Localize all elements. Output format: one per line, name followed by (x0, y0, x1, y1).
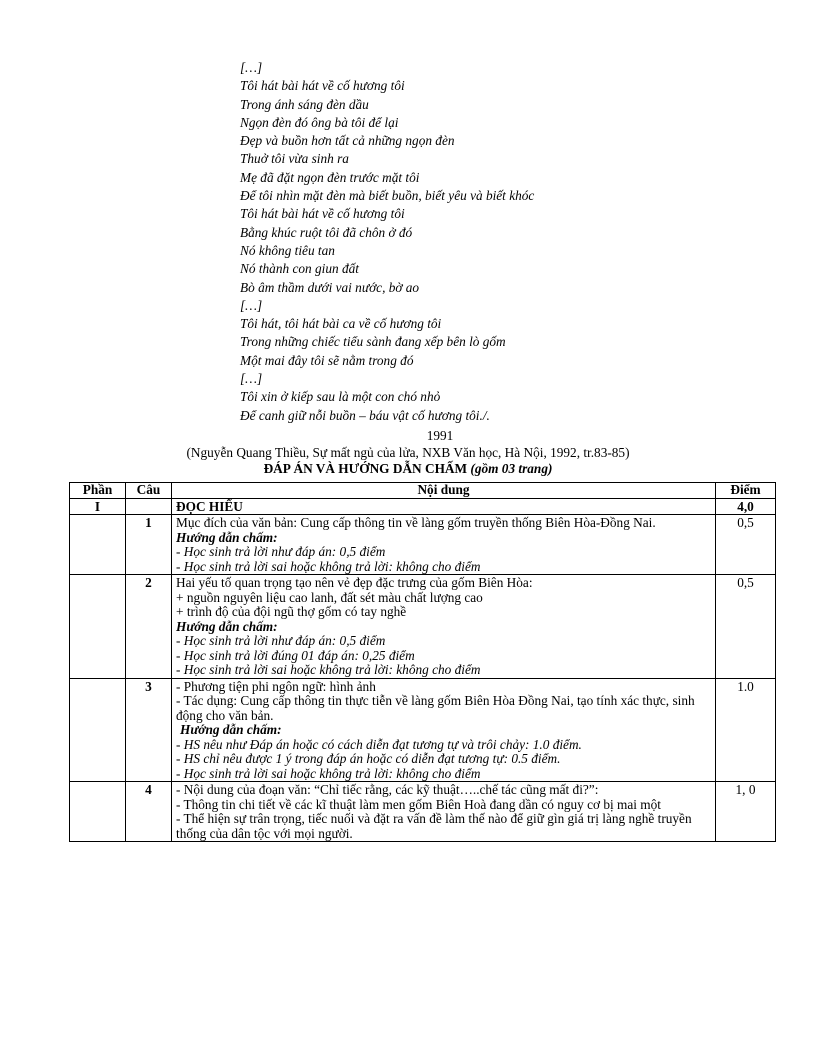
answer-key-table (69, 482, 776, 842)
answer-content (172, 678, 716, 782)
guide-line: - Học sinh trả lời như đáp án: 0,5 điểm (176, 633, 386, 648)
guide-line: - Học sinh trả lời sai hoặc không trả lời: không cho điểm (176, 765, 481, 781)
poem-line: Một mai đây tôi sẽ nằm trong đó (240, 352, 414, 368)
score-cell: 0,5 (716, 515, 776, 575)
table-row (70, 515, 776, 575)
answer-content (172, 782, 716, 842)
poem-line: Nó thành con giun đất (240, 261, 359, 277)
answer-content (172, 575, 716, 679)
poem-line: Đẹp và buồn hơn tất cả những ngọn đèn (240, 133, 455, 149)
section-score: 4,0 (716, 498, 776, 515)
answer-content (172, 515, 716, 575)
score-cell: 1, 0 (716, 782, 776, 842)
part-cell (70, 575, 126, 679)
poem-line: Tôi hát bài hát về cố hương tôi (240, 206, 405, 222)
poem-line: […] (240, 297, 263, 313)
poem-line: Tôi hát bài hát về cố hương tôi (240, 78, 405, 94)
section-title: ĐỌC HIỂU (172, 498, 716, 515)
poem-line: Thuở tôi vừa sinh ra (240, 151, 349, 167)
answer-line: - Thể hiện sự trân trọng, tiếc nuối và đặt ra vấn đề làm thế nào để giữ gìn giá trị làng nghề truyền thống của dân tộc với mọi người. (176, 811, 692, 841)
poem-line: Tôi hát, tôi hát bài ca về cố hương tôi (240, 316, 442, 332)
question-number: 3 (126, 678, 172, 782)
table-row (70, 678, 776, 782)
section-part: I (70, 498, 126, 515)
poem-line: Nó không tiêu tan (240, 242, 335, 258)
poem-line: Bò âm thầm dưới vai nước, bờ ao (240, 279, 420, 295)
poem-line: Tôi xin ở kiếp sau là một con chó nhỏ (240, 389, 441, 405)
answer-line: + nguồn nguyên liệu cao lanh, đất sét màu chất lượng cao (176, 589, 483, 605)
answer-line: - Thông tin chi tiết về các kĩ thuật làm men gốm Biên Hoà đang dần có nguy cơ bị mai một (176, 796, 661, 812)
header-score: Điểm (716, 483, 776, 499)
poem-line: Trong ánh sáng đèn dầu (240, 96, 369, 112)
part-cell (70, 515, 126, 575)
answer-line: Mục đích của văn bản: Cung cấp thông tin về làng gốm truyền thống Biên Hòa-Đồng Nai. (176, 515, 656, 530)
score-cell: 0,5 (716, 575, 776, 679)
poem-year: 1991 (426, 428, 454, 443)
answer-line: - Phương tiện phi ngôn ngữ: hình ảnh (176, 678, 376, 694)
poem-source: (Nguyễn Quang Thiều, Sự mất ngủ của lửa, NXB Văn học, Hà Nội, 1992, tr.83-85) (186, 445, 630, 460)
guide-line: - HS chỉ nêu được 1 ý trong đáp án hoặc có diễn đạt tương tự: 0.5 điểm. (176, 751, 561, 766)
poem-line: Để tôi nhìn mặt đèn mà biết buồn, biết yêu và biết khóc (240, 188, 535, 204)
part-cell (70, 678, 126, 782)
poem-line: […] (240, 60, 263, 75)
poem-line: Ngọn đèn đó ông bà tôi để lại (240, 114, 399, 130)
table-row (70, 782, 776, 842)
header-question: Câu (126, 483, 172, 499)
guide-line: - Học sinh trả lời sai hoặc không trả lời: không cho điểm (176, 662, 481, 677)
guide-title: Hướng dẫn chấm: (176, 618, 278, 634)
guide-title: Hướng dẫn chấm: (176, 529, 278, 545)
answer-line: - Nội dung của đoạn văn: “Chỉ tiếc rằng, các kỹ thuật…..chế tác cũng mất đi?”: (176, 782, 599, 797)
answer-line: + trình độ của đội ngũ thợ gốm có tay nghề (176, 604, 407, 619)
guide-line: - Học sinh trả lời như đáp án: 0,5 điểm (176, 544, 386, 559)
table-header-row (70, 483, 776, 499)
question-number: 2 (126, 575, 172, 679)
score-cell: 1.0 (716, 678, 776, 782)
header-content: Nội dung (172, 483, 716, 499)
heading-note: (gồm 03 trang) (470, 461, 553, 476)
part-cell (70, 782, 126, 842)
guide-line: - Học sinh trả lời đúng 01 đáp án: 0,25 điểm (176, 647, 415, 663)
guide-line: - HS nêu như Đáp án hoặc có cách diễn đạt tương tự và trôi chảy: 1.0 điểm. (176, 736, 582, 752)
poem-line: Trong những chiếc tiểu sành đang xếp bên lò gốm (240, 334, 506, 350)
section-row (70, 498, 776, 515)
answer-line: - Tác dụng: Cung cấp thông tin thực tiễn về làng gốm Biên Hòa Đồng Nai, tạo tính xác thực, sinh động cho văn bản. (176, 693, 695, 723)
guide-line: - Học sinh trả lời sai hoặc không trả lời: không cho điểm (176, 558, 481, 574)
poem-line: Bằng khúc ruột tôi đã chôn ở đó (240, 224, 413, 240)
poem-line: […] (240, 371, 263, 387)
poem-excerpt (240, 59, 534, 425)
question-number: 4 (126, 782, 172, 842)
heading-main: ĐÁP ÁN VÀ HƯỚNG DẪN CHẤM (263, 461, 471, 476)
poem-line: Để canh giữ nỗi buồn – báu vật cố hương tôi./. (240, 407, 490, 423)
table-row (70, 575, 776, 679)
section-question-cell (126, 498, 172, 515)
header-part: Phần (70, 483, 126, 499)
guide-title: Hướng dẫn chấm: (180, 722, 282, 737)
poem-line: Mẹ đã đặt ngọn đèn trước mặt tôi (240, 169, 420, 185)
answer-key-heading (0, 461, 816, 477)
question-number: 1 (126, 515, 172, 575)
answer-line: Hai yếu tố quan trọng tạo nên vẻ đẹp đặc trưng của gốm Biên Hòa: (176, 575, 533, 590)
